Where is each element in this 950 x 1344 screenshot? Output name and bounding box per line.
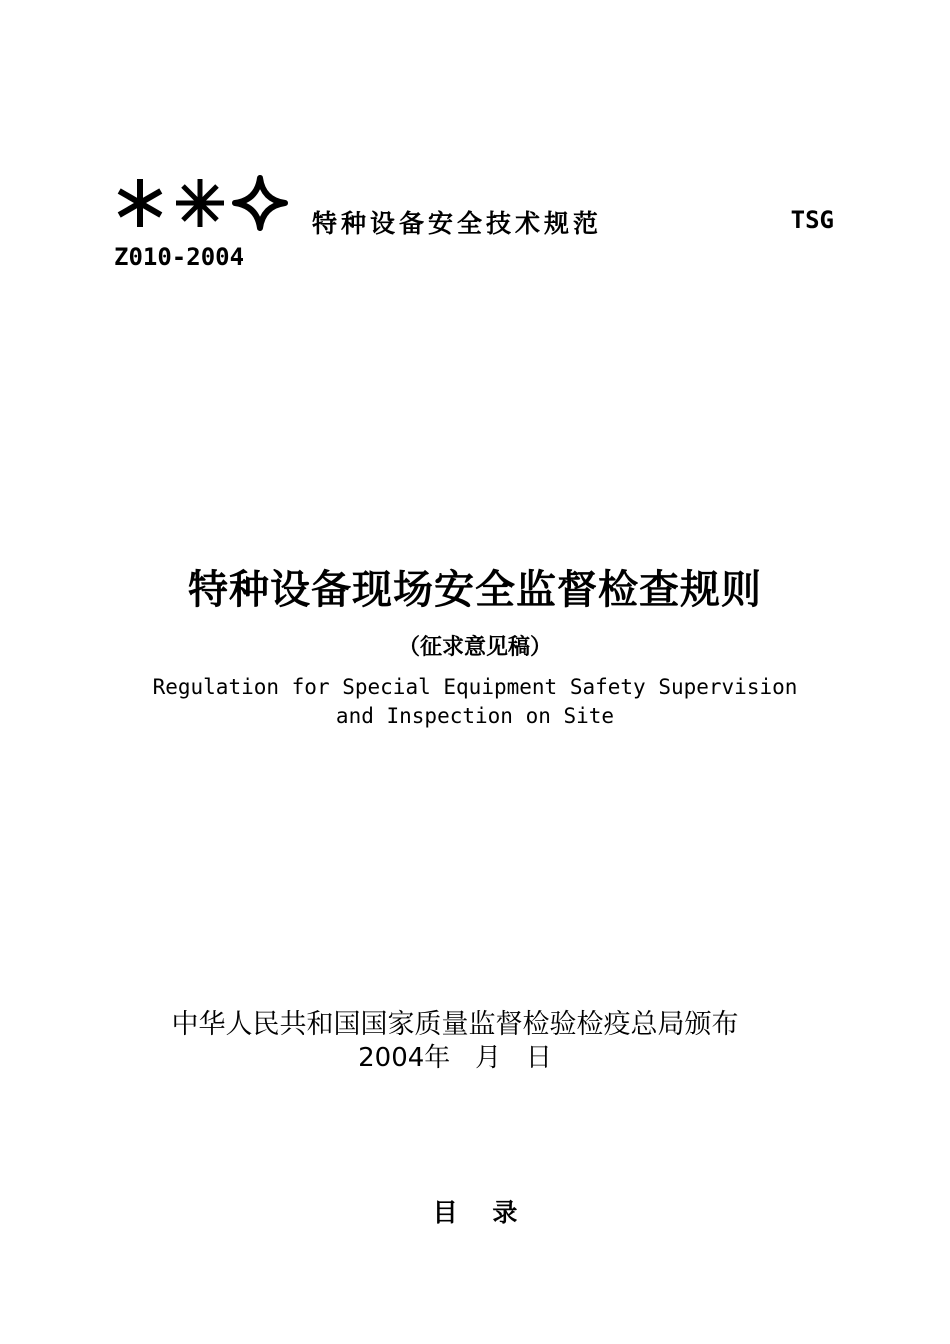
- standard-code-prefix: TSG: [790, 206, 834, 234]
- document-title: 特种设备现场安全监督检查规则: [188, 567, 762, 613]
- eight-pointed-asterisk-icon: [172, 175, 228, 231]
- document-header: [112, 168, 842, 238]
- issuing-authority: 中华人民共和国国家质量监督检验检疫总局颁布: [171, 1009, 739, 1040]
- standard-code-number: Z010-2004: [114, 243, 245, 271]
- table-of-contents-heading: 目 录: [432, 1198, 518, 1227]
- english-title-line-1: Regulation for Special Equipment Safety Supervision: [152, 675, 798, 699]
- header-symbols: [112, 168, 288, 238]
- issue-date: 2004年 月 日: [358, 1043, 552, 1073]
- series-title: 特种设备安全技术规范: [312, 209, 603, 238]
- four-pointed-star-outline-icon: [232, 175, 288, 231]
- english-title: [100, 673, 850, 731]
- draft-label: （征求意见稿）: [397, 635, 552, 660]
- six-pointed-asterisk-icon: [112, 175, 168, 231]
- english-title-line-2: and Inspection on Site: [335, 704, 615, 728]
